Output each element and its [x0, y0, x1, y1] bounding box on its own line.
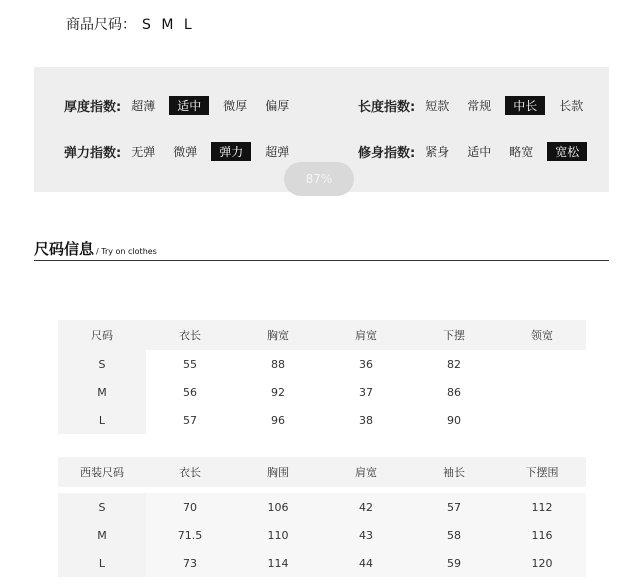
fit-option: 适中: [467, 145, 492, 159]
header-cell: 肩宽: [355, 466, 377, 479]
table-row: [58, 549, 586, 577]
table-row: [58, 406, 586, 434]
zoom-indicator[interactable]: 87%: [284, 162, 354, 196]
thickness-option: 超薄: [131, 99, 156, 113]
size-cell: S: [58, 350, 146, 378]
size-cell: M: [58, 521, 146, 549]
table-header: [58, 320, 586, 350]
value-cell: 55: [183, 357, 197, 371]
length-option-selected: 中长: [505, 96, 545, 115]
fit-option: 紧身: [425, 145, 450, 159]
value-cell: 110: [267, 528, 289, 542]
length-option: 短款: [425, 99, 450, 113]
size-info-heading: [34, 238, 157, 259]
value-cell: 57: [447, 500, 461, 514]
value-cell: 92: [271, 385, 285, 399]
header-cell: 西装尺码: [80, 466, 124, 479]
table-row: [58, 521, 586, 549]
header-cell: 尺码: [91, 329, 113, 342]
suit-size-table: [58, 457, 586, 577]
value-cell: 96: [271, 413, 285, 427]
elasticity-option-selected: 弹力: [211, 142, 251, 161]
fit-label: 修身指数:: [358, 146, 416, 161]
fit-option-selected: 宽松: [547, 142, 587, 161]
value-cell: 120: [531, 556, 553, 570]
sizes-value: S M L: [142, 17, 195, 33]
thickness-option: 偏厚: [265, 99, 290, 113]
header-cell: 领宽: [531, 329, 553, 342]
value-cell: 57: [183, 413, 197, 427]
value-cell: 90: [447, 413, 461, 427]
elasticity-option: 超弹: [265, 145, 290, 159]
value-cell: 70: [183, 500, 197, 514]
value-cell: 86: [447, 385, 461, 399]
value-cell: 36: [359, 357, 373, 371]
value-cell: 42: [359, 500, 373, 514]
header-cell: 下摆围: [525, 466, 559, 479]
length-label: 长度指数:: [358, 100, 416, 115]
value-cell: 114: [267, 556, 289, 570]
length-option: 常规: [467, 99, 492, 113]
value-cell: 88: [271, 357, 285, 371]
elasticity-option: 无弹: [131, 145, 156, 159]
value-cell: 43: [359, 528, 373, 542]
header-cell: 下摆: [443, 329, 465, 342]
size-cell: L: [58, 549, 146, 577]
value-cell: 112: [531, 500, 553, 514]
thickness-label: 厚度指数:: [64, 100, 122, 115]
elasticity-option: 微弹: [173, 145, 198, 159]
thickness-row: [64, 96, 303, 115]
value-cell: 73: [183, 556, 197, 570]
fit-row: [358, 142, 597, 161]
header-cell: 肩宽: [355, 329, 377, 342]
header-cell: 胸宽: [267, 329, 289, 342]
elasticity-row: [64, 142, 303, 161]
header-cell: 衣长: [179, 329, 201, 342]
table-header: [58, 457, 586, 487]
value-cell: 116: [531, 528, 553, 542]
elasticity-label: 弹力指数:: [64, 146, 122, 161]
thickness-option: 微厚: [223, 99, 248, 113]
sizes-label: 商品尺码：: [66, 17, 136, 33]
header-cell: 袖长: [443, 466, 465, 479]
table-row: [58, 350, 586, 378]
value-cell: 37: [359, 385, 373, 399]
table-row: [58, 493, 586, 521]
table-row: [58, 378, 586, 406]
size-cell: M: [58, 378, 146, 406]
value-cell: 58: [447, 528, 461, 542]
length-option: 长款: [559, 99, 584, 113]
value-cell: 106: [267, 500, 289, 514]
size-table: [58, 320, 586, 434]
value-cell: 56: [183, 385, 197, 399]
size-info-subtitle: / Try on clothes: [96, 247, 157, 256]
value-cell: 44: [359, 556, 373, 570]
value-cell: 71.5: [177, 528, 203, 542]
value-cell: 82: [447, 357, 461, 371]
size-cell: L: [58, 406, 146, 434]
fit-option: 略宽: [509, 145, 534, 159]
length-row: [358, 96, 597, 115]
thickness-option-selected: 适中: [169, 96, 209, 115]
value-cell: 59: [447, 556, 461, 570]
value-cell: 38: [359, 413, 373, 427]
header-cell: 胸围: [267, 466, 289, 479]
section-divider: [34, 260, 609, 261]
header-cell: 衣长: [179, 466, 201, 479]
size-info-title: 尺码信息: [34, 240, 95, 258]
product-sizes: [66, 14, 195, 34]
size-cell: S: [58, 493, 146, 521]
